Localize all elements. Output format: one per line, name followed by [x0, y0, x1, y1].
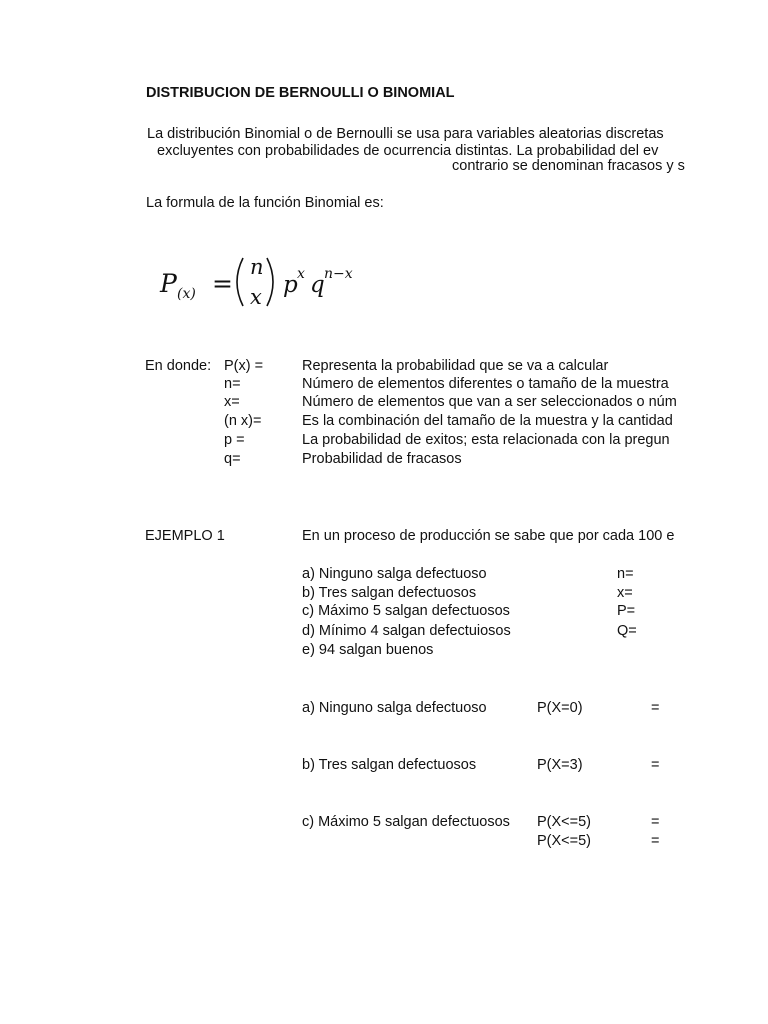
binomial-formula [158, 248, 378, 314]
def-desc: La probabilidad de exitos; esta relacionada con la pregun [302, 432, 670, 448]
param-label: P= [617, 603, 636, 619]
def-term: q= [224, 451, 241, 467]
param-label: Q= [617, 623, 637, 639]
solution-equals: = [651, 833, 660, 849]
solution-expr: P(X=3) [537, 757, 583, 773]
solution-expr: P(X<=5) [537, 814, 591, 830]
def-term: P(x) = [224, 358, 264, 374]
formula-q: q [310, 272, 325, 298]
example-question: b) Tres salgan defectuosos [302, 585, 477, 601]
left-paren [237, 258, 243, 306]
formula-p: P [160, 269, 177, 298]
right-paren [267, 258, 273, 306]
def-term: n= [224, 376, 241, 392]
solution-expr: P(X=0) [537, 700, 583, 716]
binomial-formula-graphic [158, 248, 378, 314]
solution-equals: = [651, 814, 660, 830]
def-desc: Es la combinación del tamaño de la muestra y la cantidad [302, 413, 673, 429]
param-label: x= [617, 585, 633, 601]
intro-line-2: excluyentes con probabilidades de ocurrencia distintas. La probabilidad del ev [157, 143, 659, 159]
formula-x: x [250, 285, 262, 309]
solution-expr: P(X<=5) [537, 833, 591, 849]
def-term: x= [224, 394, 240, 410]
example-question: d) Mínimo 4 salgan defectuiosos [302, 623, 511, 639]
example-statement: En un proceso de producción se sabe que por cada 100 e [302, 528, 675, 544]
intro-line-3: contrario se denominan fracasos y s [452, 158, 685, 174]
solution-question: b) Tres salgan defectuosos [302, 757, 477, 773]
intro-line-1: La distribución Binomial o de Bernoulli se usa para variables aleatorias discretas [147, 126, 664, 142]
formula-q-exponent: n−x [324, 266, 353, 282]
solution-question: a) Ninguno salga defectuoso [302, 700, 487, 716]
formula-n: n [250, 255, 264, 279]
solution-equals: = [651, 757, 660, 773]
definitions-label: En donde: [145, 358, 212, 374]
def-desc: Probabilidad de fracasos [302, 451, 462, 467]
formula-p-exponent: x [297, 266, 305, 282]
example-label: EJEMPLO 1 [145, 528, 225, 544]
example-question: c) Máximo 5 salgan defectuosos [302, 603, 510, 619]
solution-equals: = [651, 700, 660, 716]
param-label: n= [617, 566, 634, 582]
def-desc: Número de elementos diferentes o tamaño de la muestra [302, 376, 669, 392]
formula-subscript: (x) [177, 286, 196, 302]
solution-question: c) Máximo 5 salgan defectuosos [302, 814, 510, 830]
page-title: DISTRIBUCION DE BERNOULLI O BINOMIAL [146, 85, 455, 101]
def-term: p = [224, 432, 245, 448]
def-term: (n x)= [224, 413, 262, 429]
formula-equals: = [212, 269, 233, 298]
formula-p-lower: p [283, 272, 298, 298]
example-question: e) 94 salgan buenos [302, 642, 434, 658]
def-desc: Representa la probabilidad que se va a calcular [302, 358, 609, 374]
formula-intro: La formula de la función Binomial es: [146, 195, 384, 211]
example-question: a) Ninguno salga defectuoso [302, 566, 487, 582]
def-desc: Número de elementos que van a ser seleccionados o núm [302, 394, 677, 410]
